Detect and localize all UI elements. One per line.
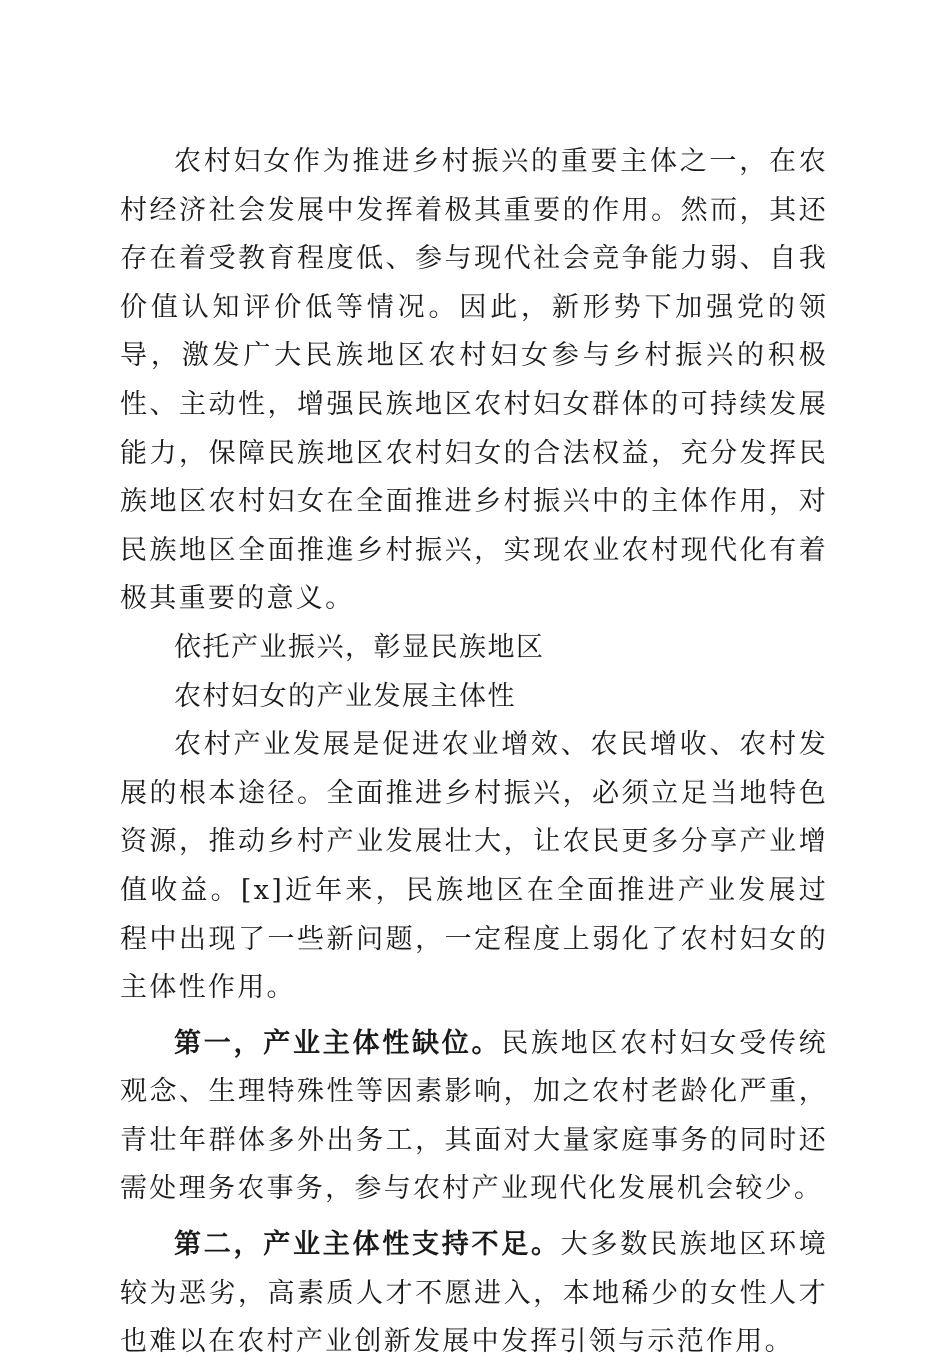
industry-paragraph: 农村产业发展是促进农业增效、农民增收、农村发展的根本途径。全面推进乡村振兴，必须立足当地特色资源，推动乡村产业发展壮大，让农民更多分享产业增值收益。[x]近年来，民族地区在全面推进产业发展过程中出现了一些新问题，一定程度上弱化了农村妇女的主体性作用。 — [120, 729, 828, 1004]
point-one-lead: 第一，产业主体性缺位。 — [174, 1027, 502, 1059]
point-one-body: 民族地区农村妇女受传统观念、生理特殊性等因素影响，加之农村老龄化严重，青壮年群体多外出务工，其面对大量家庭事务的同时还需处理务农事务，参与农村产业现代化发展机会较少。 — [120, 1027, 828, 1205]
point-two-paragraph — [120, 1221, 828, 1367]
section-heading-line-2: 农村妇女的产业发展主体性 — [174, 680, 516, 712]
section-heading-line-1: 依托产业振兴，彰显民族地区 — [174, 631, 545, 663]
body-text — [120, 138, 828, 1367]
point-two-body: 大多数民族地区环境较为恶劣，高素质人才不愿进入，本地稀少的女性人才也难以在农村产业创新发展中发挥引领与示范作用。 — [120, 1229, 828, 1358]
point-two-lead: 第二，产业主体性支持不足。 — [174, 1229, 561, 1261]
point-one-paragraph — [120, 1020, 828, 1214]
intro-paragraph: 农村妇女作为推进乡村振兴的重要主体之一，在农村经济社会发展中发挥着极其重要的作用。然而，其还存在着受教育程度低、参与现代社会竞争能力弱、自我价值认知评价低等情况。因此，新形势下加强党的领导，激发广大民族地区农村妇女参与乡村振兴的积极性、主动性，增强民族地区农村妇女群体的可持续发展能力，保障民族地区农村妇女的合法权益，充分发挥民族地区农村妇女在全面推进乡村振兴中的主体作用，对民族地区全面推進乡村振兴，实现农业农村现代化有着极其重要的意义。 — [120, 146, 828, 615]
